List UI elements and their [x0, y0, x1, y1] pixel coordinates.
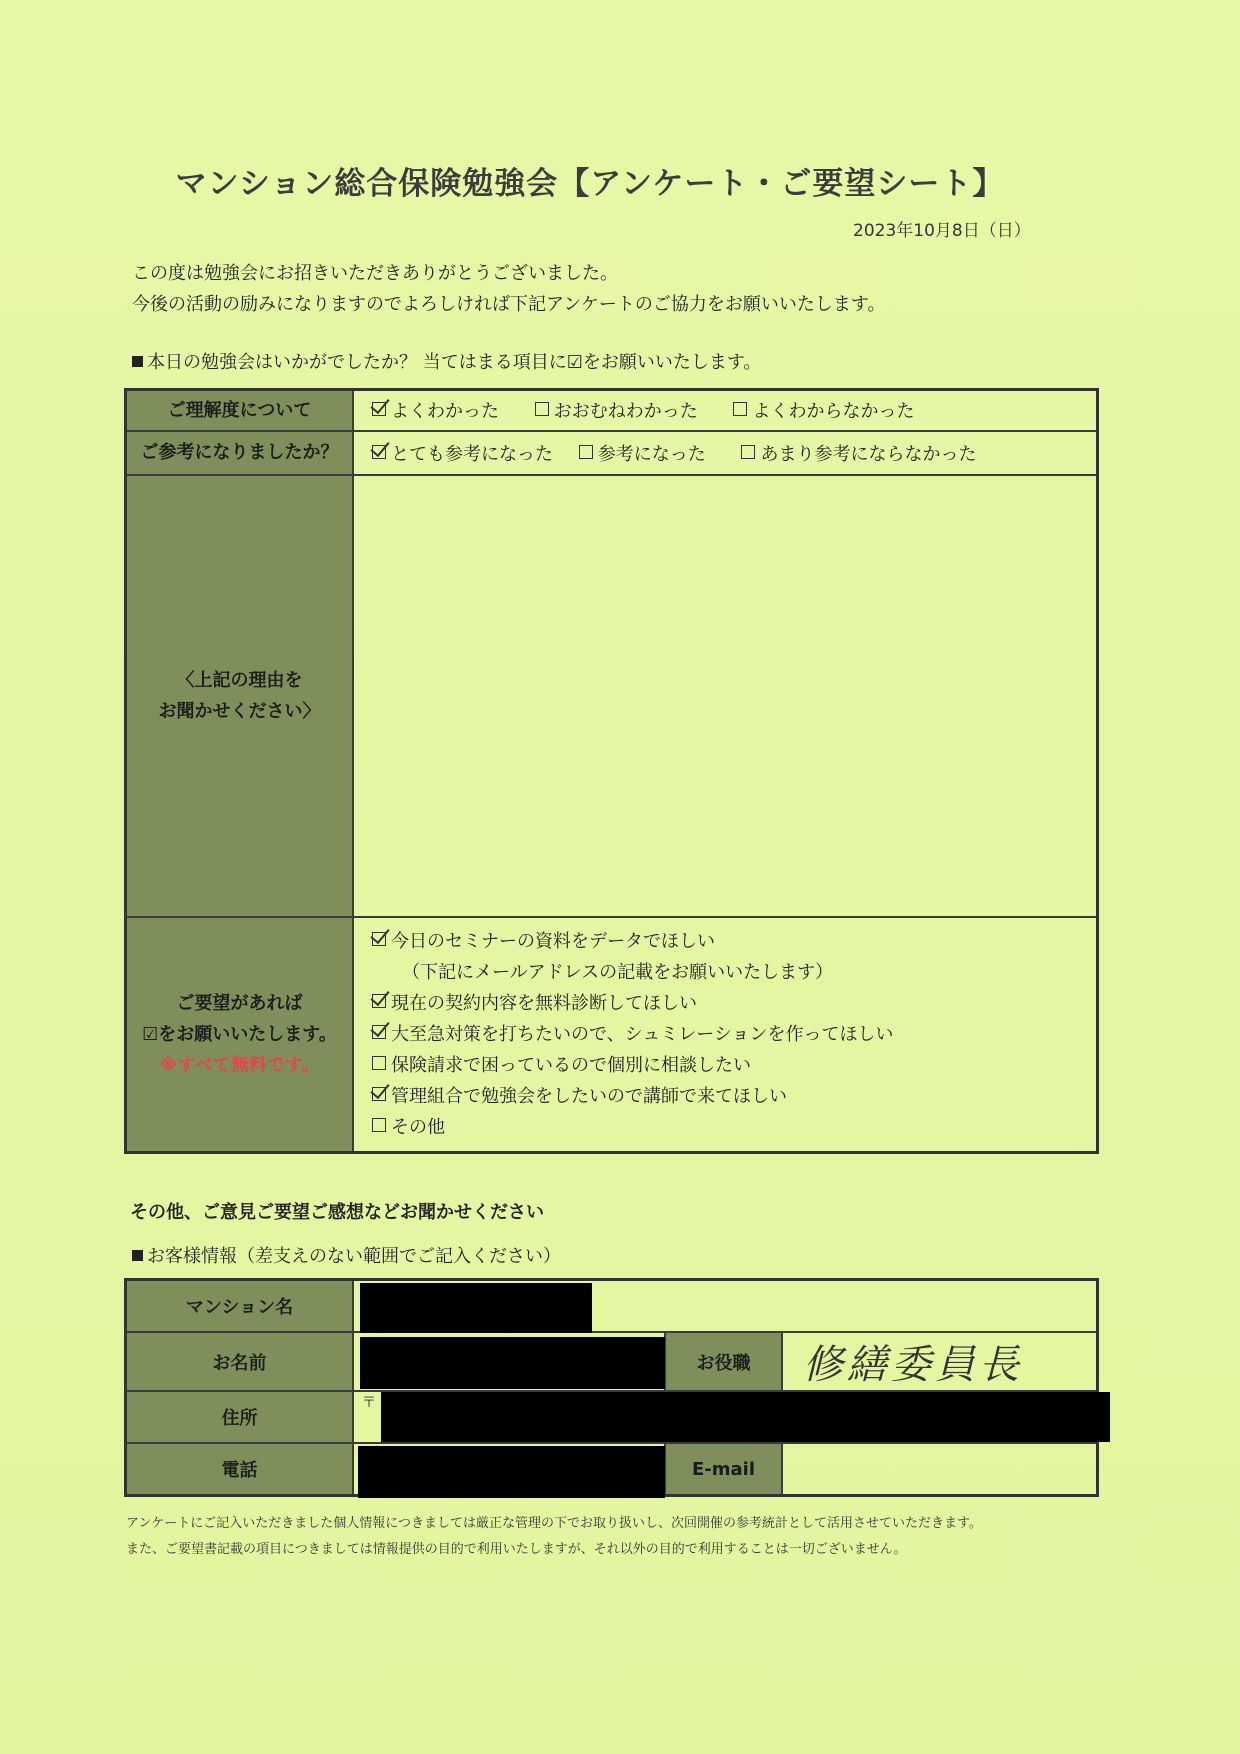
checkbox-checked-icon[interactable] [372, 932, 386, 946]
redaction-name [360, 1337, 665, 1389]
event-date: 2023年10月8日（日） [853, 221, 1031, 241]
q2-option-3[interactable]: あまり参考にならなかった [741, 440, 976, 466]
role-label: お役職 [665, 1332, 782, 1391]
request-item[interactable]: 大至急対策を打ちたいので、シュミレーションを作ってほしい [372, 1019, 1096, 1050]
q2-option-2[interactable]: 参考になった [579, 440, 706, 466]
survey-table [124, 388, 1099, 1154]
requests-options [353, 917, 1098, 1153]
intro-line-2: 今後の活動の励みになりますのでよろしければ下記アンケートのご協力をお願いいたします。 [132, 294, 886, 315]
checkbox-icon[interactable] [579, 445, 593, 459]
checkbox-icon[interactable] [372, 1056, 386, 1070]
checkbox-icon[interactable] [535, 402, 549, 416]
request-item[interactable]: 保険請求で困っているので個別に相談したい [372, 1050, 1096, 1081]
email-label: E-mail [665, 1443, 782, 1496]
checkbox-icon[interactable] [741, 445, 755, 459]
reason-label: 〈上記の理由を お聞かせください〉 [126, 475, 354, 917]
q1-option-3[interactable]: よくわからなかった [733, 397, 914, 423]
reason-field[interactable] [353, 475, 1098, 917]
q1-label: ご理解度について [126, 390, 354, 431]
q1-option-2[interactable]: おおむねわかった [535, 397, 698, 423]
question-heading-text: 本日の勉強会はいかがでしたか？ 当てはまる項目に☑をお願いいたします。 [147, 352, 762, 373]
intro-text [132, 258, 885, 320]
email-field[interactable] [782, 1443, 1098, 1496]
requests-label: ご要望があれば ☑をお願いいたします。 ※すべて無料です。 [126, 917, 354, 1153]
square-bullet-icon [132, 1250, 143, 1261]
checkbox-checked-icon[interactable] [372, 1087, 386, 1101]
checkbox-checked-icon[interactable] [372, 994, 386, 1008]
checkbox-checked-icon[interactable] [372, 1025, 386, 1039]
role-value: 修繕委員長 [803, 1342, 1023, 1388]
requests-list [354, 918, 1096, 1143]
intro-line-1: この度は勉強会にお招きいただきありがとうございました。 [132, 263, 618, 284]
q1-option-1[interactable]: よくわかった [372, 397, 499, 423]
checkbox-checked-icon[interactable] [372, 445, 386, 459]
q2-label: ご参考になりましたか？ [126, 431, 354, 475]
name-label: お名前 [126, 1332, 354, 1391]
request-item[interactable]: 今日のセミナーの資料をデータでほしい [372, 926, 1096, 957]
redaction-phone [358, 1446, 665, 1498]
other-feedback-heading: その他、ご意見ご要望ご感想などお聞かせください [130, 1202, 544, 1223]
q2-option-1[interactable]: とても参考になった [372, 440, 553, 466]
square-bullet-icon [132, 356, 143, 367]
request-item[interactable]: 現在の契約内容を無料診断してほしい [372, 988, 1096, 1019]
role-field[interactable] [782, 1332, 1098, 1391]
checkbox-icon[interactable] [372, 1118, 386, 1132]
request-item[interactable]: 管理組合で勉強会をしたいので講師で来てほしい [372, 1081, 1096, 1112]
address-label: 住所 [126, 1391, 354, 1443]
customer-info-heading: お客様情報（差支えのない範囲でご記入ください） [132, 1242, 561, 1268]
question-heading [132, 348, 761, 374]
q1-options [353, 390, 1098, 431]
privacy-notice: アンケートにご記入いただきました個人情報につきましては厳正な管理の下でお取り扱いし、次回開催の参考統計として活用させていただきます。 また、ご要望書記載の項目につきましては情報提供の目的で利用いたしますが、それ以外の目的で利用することは一切ございません。 [126, 1516, 982, 1557]
postal-mark: 〒 [362, 1395, 376, 1411]
checkbox-checked-icon[interactable] [372, 402, 386, 416]
redaction-address [381, 1392, 1110, 1442]
page-title: マンション総合保険勉強会【アンケート・ご要望シート】 [175, 166, 1005, 202]
checkbox-icon[interactable] [733, 402, 747, 416]
mansion-name-label: マンション名 [126, 1280, 354, 1333]
q2-options [353, 431, 1098, 475]
phone-label: 電話 [126, 1443, 354, 1496]
request-item[interactable]: その他 [372, 1112, 1096, 1143]
request-note: （下記にメールアドレスの記載をお願いいたします） [402, 961, 834, 983]
redaction-mansion-name [360, 1283, 592, 1333]
